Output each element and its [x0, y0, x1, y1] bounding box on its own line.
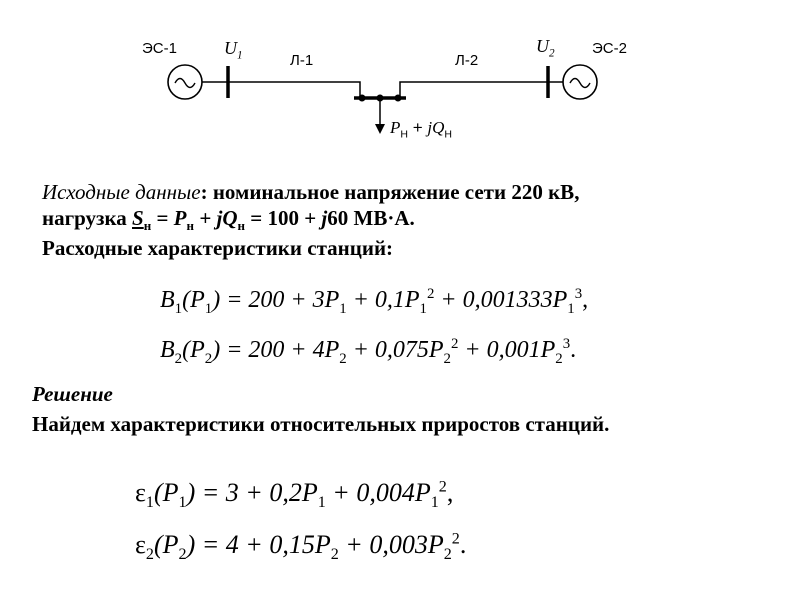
increment-equation-2: $\varepsilon_2(P_2) = 4 + 0,15P_2 + 0,003P_2^2$.: [135, 530, 467, 564]
line-2: [400, 82, 548, 98]
load-bus-node-1: [359, 95, 366, 102]
line-2-label: Л-2: [455, 52, 479, 69]
cost-equation-1: $B_1(P_1) = 200 + 3P_1 + 0,1P_1^2 + 0,001333P_1^3$,: [160, 286, 589, 317]
load-label: $P_Н + jQ_Н$: [390, 118, 452, 141]
line-1: [228, 82, 360, 98]
u2-label: $U_2$: [536, 36, 555, 60]
generator-2-sine: [570, 79, 590, 88]
given-line-3: Расходные характеристики станций:: [42, 236, 394, 260]
solution-text: Найдем характеристики относительных приростов станций.: [32, 412, 610, 436]
generator-1-sine: [175, 79, 195, 88]
given-line-2: нагрузка $S_н = P_н + jQ_н = 100 + j60$ МВ·А.: [42, 206, 415, 234]
load-arrow-head: [375, 124, 385, 134]
line-1-label: Л-1: [290, 52, 314, 69]
u1-label: $U_1$: [224, 38, 243, 62]
station-1-label: ЭС-1: [142, 40, 177, 57]
solution-heading: Решение: [32, 382, 113, 406]
increment-equation-1: $\varepsilon_1(P_1) = 3 + 0,2P_1 + 0,004P_1^2$,: [135, 478, 454, 512]
load-bus-node-3: [395, 95, 402, 102]
cost-equation-2: $B_2(P_2) = 200 + 4P_2 + 0,075P_2^2 + 0,001P_2^3$.: [160, 336, 577, 367]
given-line-1: Исходные данные: номинальное напряжение сети 220 кВ,: [42, 180, 580, 204]
station-2-label: ЭС-2: [592, 40, 627, 57]
